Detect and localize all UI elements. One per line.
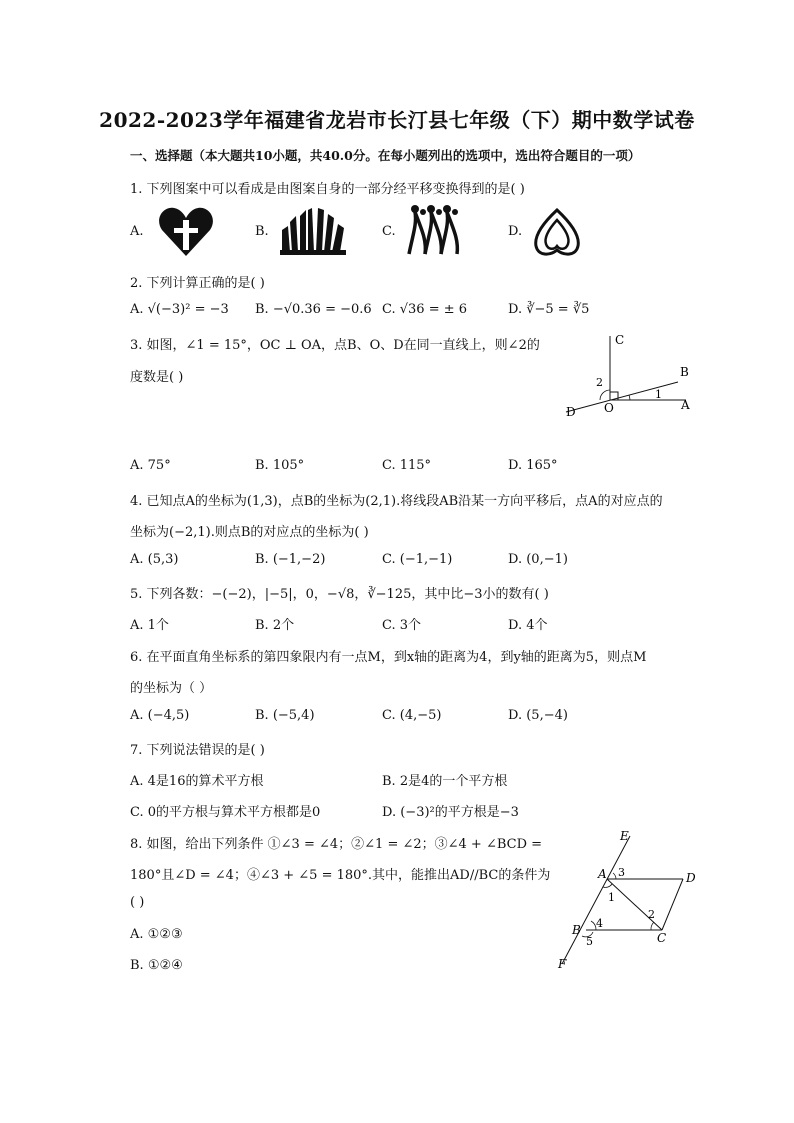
dancers-figure bbox=[405, 204, 467, 256]
q3-label-o: O bbox=[604, 401, 614, 415]
q5-option-a: A. 1个 bbox=[130, 618, 169, 633]
q8-label-e: E bbox=[620, 829, 629, 843]
question-8-stem-line3: ( ) bbox=[130, 895, 145, 910]
q4-option-a: A. (5,3) bbox=[130, 552, 179, 567]
q2-option-b: B. −√0.36 = −0.6 bbox=[255, 302, 372, 317]
question-8-stem-line2: 180°且∠D = ∠4；④∠3 + ∠5 = 180°.其中，能推出AD//BC的条件为 bbox=[130, 868, 551, 883]
question-4-stem-line1: 4. 已知点A的坐标为(1,3)，点B的坐标为(2,1).将线段AB沿某一方向平移后，点A的对应点的 bbox=[130, 494, 663, 509]
question-1-stem: 1. 下列图案中可以看成是由图案自身的一部分经平移变换得到的是( ) bbox=[130, 182, 525, 197]
q2-option-c: C. √36 = ± 6 bbox=[382, 302, 468, 317]
q3-option-a: A. 75° bbox=[130, 458, 171, 473]
q8-angle-4: 4 bbox=[596, 917, 603, 930]
q6-option-a: A. (−4,5) bbox=[130, 708, 190, 723]
question-3-stem-line2: 度数是( ) bbox=[130, 370, 184, 385]
question-4-stem-line2: 坐标为(−2,1).则点B的对应点的坐标为( ) bbox=[130, 525, 369, 540]
q7-option-d: D. (−3)²的平方根是−3 bbox=[382, 805, 519, 820]
book-figure bbox=[280, 206, 346, 256]
q3-angle-figure bbox=[560, 330, 700, 422]
q3-option-b: B. 105° bbox=[255, 458, 305, 473]
q6-option-d: D. (5,−4) bbox=[508, 708, 568, 723]
question-5-stem: 5. 下列各数：−(−2)，|−5|，0，−√8，∛−125，其中比−3小的数有( ) bbox=[130, 587, 549, 602]
q3-option-c: C. 115° bbox=[382, 458, 432, 473]
q1-option-d-label: D. bbox=[508, 224, 523, 239]
q8-angle-1: 1 bbox=[608, 891, 615, 904]
q7-option-a: A. 4是16的算术平方根 bbox=[130, 774, 264, 789]
heart-cross-figure bbox=[158, 206, 214, 258]
q3-label-b: B bbox=[680, 365, 689, 379]
nested-hearts-figure bbox=[532, 206, 582, 258]
question-8-stem-line1: 8. 如图，给出下列条件 ①∠3 = ∠4；②∠1 = ∠2；③∠4 + ∠BCD = bbox=[130, 837, 543, 852]
question-7-stem: 7. 下列说法错误的是( ) bbox=[130, 743, 265, 758]
q8-label-b: B bbox=[572, 923, 581, 937]
q2-option-a: A. √(−3)² = −3 bbox=[130, 302, 229, 317]
q5-option-d: D. 4个 bbox=[508, 618, 548, 633]
q8-angle-5: 5 bbox=[586, 935, 593, 948]
q2-option-d: D. ∛−5 = ∛5 bbox=[508, 302, 590, 317]
q3-label-a: A bbox=[681, 398, 690, 412]
q1-option-b-label: B. bbox=[255, 224, 269, 239]
q3-option-d: D. 165° bbox=[508, 458, 558, 473]
q6-option-c: C. (4,−5) bbox=[382, 708, 442, 723]
page-title: 2022-2023学年福建省龙岩市长汀县七年级（下）期中数学试卷 bbox=[99, 108, 695, 132]
section-heading: 一、选择题（本大题共10小题，共40.0分。在每小题列出的选项中，选出符合题目的一项） bbox=[130, 148, 641, 163]
q8-angle-2: 2 bbox=[648, 908, 655, 921]
q5-option-c: C. 3个 bbox=[382, 618, 422, 633]
q3-angle-1: 1 bbox=[655, 388, 662, 401]
q3-angle-2: 2 bbox=[596, 376, 603, 389]
q8-angle-3: 3 bbox=[618, 866, 625, 879]
q8-parallelogram-figure bbox=[550, 826, 700, 972]
q8-option-b: B. ①②④ bbox=[130, 958, 183, 973]
q3-label-d: D bbox=[566, 405, 576, 419]
question-3-stem-line1: 3. 如图，∠1 = 15°，OC ⊥ OA，点B、O、D在同一直线上，则∠2的 bbox=[130, 338, 540, 353]
q7-option-c: C. 0的平方根与算术平方根都是0 bbox=[130, 805, 321, 820]
question-6-stem-line1: 6. 在平面直角坐标系的第四象限内有一点M，到x轴的距离为4，到y轴的距离为5，则点M bbox=[130, 650, 647, 665]
q8-label-c: C bbox=[657, 931, 667, 945]
q4-option-d: D. (0,−1) bbox=[508, 552, 568, 567]
q1-option-c-label: C. bbox=[382, 224, 396, 239]
q3-label-c: C bbox=[615, 333, 625, 347]
q8-label-d: D bbox=[686, 871, 696, 885]
q5-option-b: B. 2个 bbox=[255, 618, 295, 633]
q1-option-a-label: A. bbox=[130, 224, 144, 239]
question-6-stem-line2: 的坐标为（ ） bbox=[130, 681, 213, 696]
q8-label-f: F bbox=[558, 957, 567, 971]
question-2-stem: 2. 下列计算正确的是( ) bbox=[130, 276, 265, 291]
q6-option-b: B. (−5,4) bbox=[255, 708, 315, 723]
q7-option-b: B. 2是4的一个平方根 bbox=[382, 774, 508, 789]
q4-option-b: B. (−1,−2) bbox=[255, 552, 326, 567]
q8-option-a: A. ①②③ bbox=[130, 927, 183, 942]
q4-option-c: C. (−1,−1) bbox=[382, 552, 453, 567]
q8-label-a: A bbox=[598, 867, 607, 881]
